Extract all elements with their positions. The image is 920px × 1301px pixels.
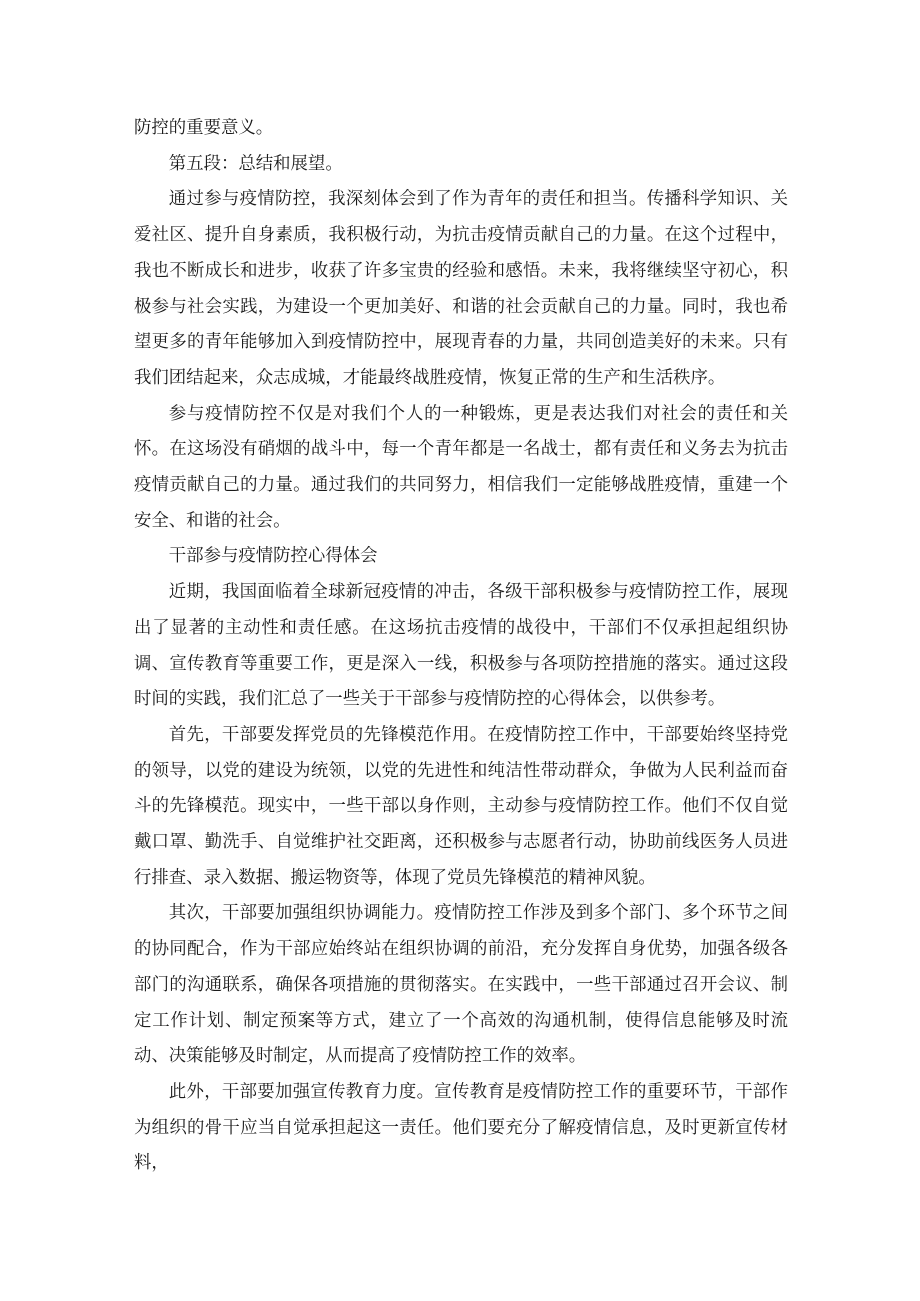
paragraph: 首先，干部要发挥党员的先锋模范作用。在疫情防控工作中，干部要始终坚持党的领导，以党的建设为统领，以党的先进性和纯洁性带动群众，争做为人民利益而奋斗的先锋模范。现实中，一些干部以身作则，主动参与疫情防控工作。他们不仅自觉戴口罩、勤洗手、自觉维护社交距离，还积极参与志愿者行动，协助前线医务人员进行排查、录入数据、搬运物资等，体现了党员先锋模范的精神风貌。	[134, 724, 788, 888]
article-title: 干部参与疫情防控心得体会	[168, 546, 378, 567]
paragraph: 通过参与疫情防控，我深刻体会到了作为青年的责任和担当。传播科学知识、关爱社区、提升自身素质，我积极行动，为抗击疫情贡献自己的力量。在这个过程中，我也不断成长和进步，收获了许多宝贵的经验和感悟。未来，我将继续坚守初心，积极参与社会实践，为建设一个更加美好、和谐的社会贡献自己的力量。同时，我也希望更多的青年能够加入到疫情防控中，展现青春的力量，共同创造美好的未来。只有我们团结起来，众志成城，才能最终战胜疫情，恢复正常的生产和生活秩序。	[134, 189, 788, 388]
paragraph: 此外，干部要加强宣传教育力度。宣传教育是疫情防控工作的重要环节，干部作为组织的骨干应当自觉承担起这一责任。他们要充分了解疫情信息，及时更新宣传材料，	[134, 1081, 788, 1174]
paragraph: 其次，干部要加强组织协调能力。疫情防控工作涉及到多个部门、多个环节之间的协同配合，作为干部应始终站在组织协调的前沿，充分发挥自身优势，加强各级各部门的沟通联系，确保各项措施的贯彻落实。在实践中，一些干部通过召开会议、制定工作计划、制定预案等方式，建立了一个高效的沟通机制，使得信息能够及时流动、决策能够及时制定，从而提高了疫情防控工作的效率。	[134, 903, 788, 1067]
paragraph-continuation: 防控的重要意义。	[134, 118, 274, 138]
section-heading: 第五段：总结和展望。	[168, 153, 343, 174]
paragraph: 参与疫情防控不仅是对我们个人的一种锻炼，更是表达我们对社会的责任和关怀。在这场没有硝烟的战斗中，每一个青年都是一名战士，都有责任和义务去为抗击疫情贡献自己的力量。通过我们的共同努力，相信我们一定能够战胜疫情，重建一个安全、和谐的社会。	[134, 403, 788, 531]
paragraph: 近期，我国面临着全球新冠疫情的冲击，各级干部积极参与疫情防控工作，展现出了显著的主动性和责任感。在这场抗击疫情的战役中，干部们不仅承担起组织协调、宣传教育等重要工作，更是深入一线，积极参与各项防控措施的落实。通过这段时间的实践，我们汇总了一些关于干部参与疫情防控的心得体会，以供参考。	[134, 582, 788, 710]
document-body	[134, 111, 788, 1182]
